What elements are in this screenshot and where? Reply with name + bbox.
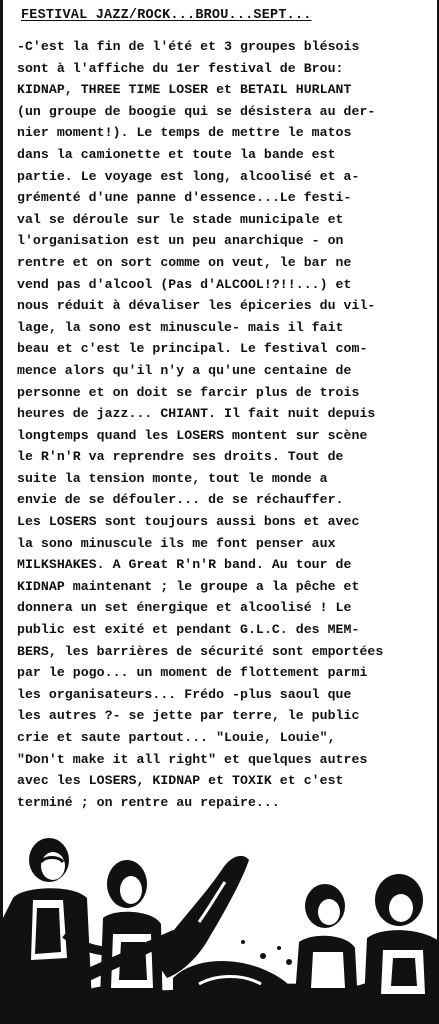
article-line: envie de se défouler... de se réchauffer.: [17, 492, 344, 508]
article-body: [17, 36, 437, 813]
article-line: -C'est la fin de l'été et 3 groupes blésois: [17, 39, 360, 54]
article-line: KIDNAP, THREE TIME LOSER et BETAIL HURLANT: [17, 82, 352, 98]
article-line: suite la tension monte, tout le monde a: [17, 470, 328, 486]
middle-shadow: [173, 961, 297, 1014]
article-line: la sono minuscule ils me font penser aux: [17, 535, 336, 551]
article-line: l'organisation est un peu anarchique - on: [17, 233, 344, 249]
crowd-figure-right-1: [293, 884, 359, 1024]
article-line: nier moment!). Le temps de mettre le matos: [17, 125, 352, 141]
article-line: mence alors qu'il n'y a qu'une centaine de: [17, 362, 352, 378]
concert-photo: [3, 838, 439, 1024]
article-line: nous réduit à dévaliser les épiceries du vil-: [17, 298, 376, 314]
article-line: partie. Le voyage est long, alcoolisé et a-: [17, 168, 360, 184]
article-line: sont à l'affiche du 1er festival de Brou:: [17, 60, 344, 76]
article-line: terminé ; on rentre au repaire...: [17, 794, 280, 810]
article-line: avec les LOSERS, KIDNAP et TOXIK et c'est: [17, 773, 344, 789]
article-line: Les LOSERS sont toujours aussi bons et avec: [17, 514, 360, 530]
article-title: FESTIVAL JAZZ/ROCK...BROU...SEPT...: [21, 8, 312, 23]
article-line: par le pogo... un moment de flottement parmi: [17, 665, 368, 681]
article-line: grémenté d'une panne d'essence...Le festi-: [17, 190, 352, 206]
article-line: donnera un set énergique et alcoolisé ! Le: [17, 600, 352, 616]
article-line: personne et on doit se farcir plus de trois: [17, 384, 360, 400]
article-line: les autres ?- se jette par terre, le public: [17, 708, 360, 724]
horn-shape: [153, 856, 249, 978]
article-line: val se déroule sur le stade municipale et: [17, 211, 344, 227]
article-line: longtemps quand les LOSERS montent sur scène: [17, 427, 368, 443]
article-line: BERS, les barrières de sécurité sont emportées: [17, 643, 384, 659]
article-line: crie et saute partout... "Louie, Louie",: [17, 730, 336, 745]
article-line: heures de jazz... CHIANT. Il fait nuit depuis: [17, 406, 376, 422]
article-line: MILKSHAKES. A Great R'n'R band. Au tour de: [17, 557, 352, 573]
article-line: vend pas d'alcool (Pas d'ALCOOL!?!!...) et: [17, 276, 352, 292]
article-line: (un groupe de boogie qui se désistera au der-: [17, 103, 376, 119]
article-line: lage, la sono est minuscule- mais il fait: [17, 319, 344, 335]
article-line: public est exité et pendant G.L.C. des MEM-: [17, 622, 360, 638]
article-line: rentre et on sort comme on veut, le bar ne: [17, 254, 352, 270]
article-line: beau et c'est le principal. Le festival com-: [17, 341, 368, 357]
article-line: les organisateurs... Frédo -plus saoul que: [17, 686, 352, 702]
crowd-figure-right-2: [363, 874, 439, 1024]
article-line: le R'n'R va reprendre ses droits. Tout de: [17, 449, 344, 465]
article-line: dans la camionette et toute la bande est: [17, 146, 336, 162]
article-line: "Don't make it all right" et quelques autres: [17, 751, 368, 767]
article-line: KIDNAP maintenant ; le groupe a la pêche et: [17, 578, 360, 594]
